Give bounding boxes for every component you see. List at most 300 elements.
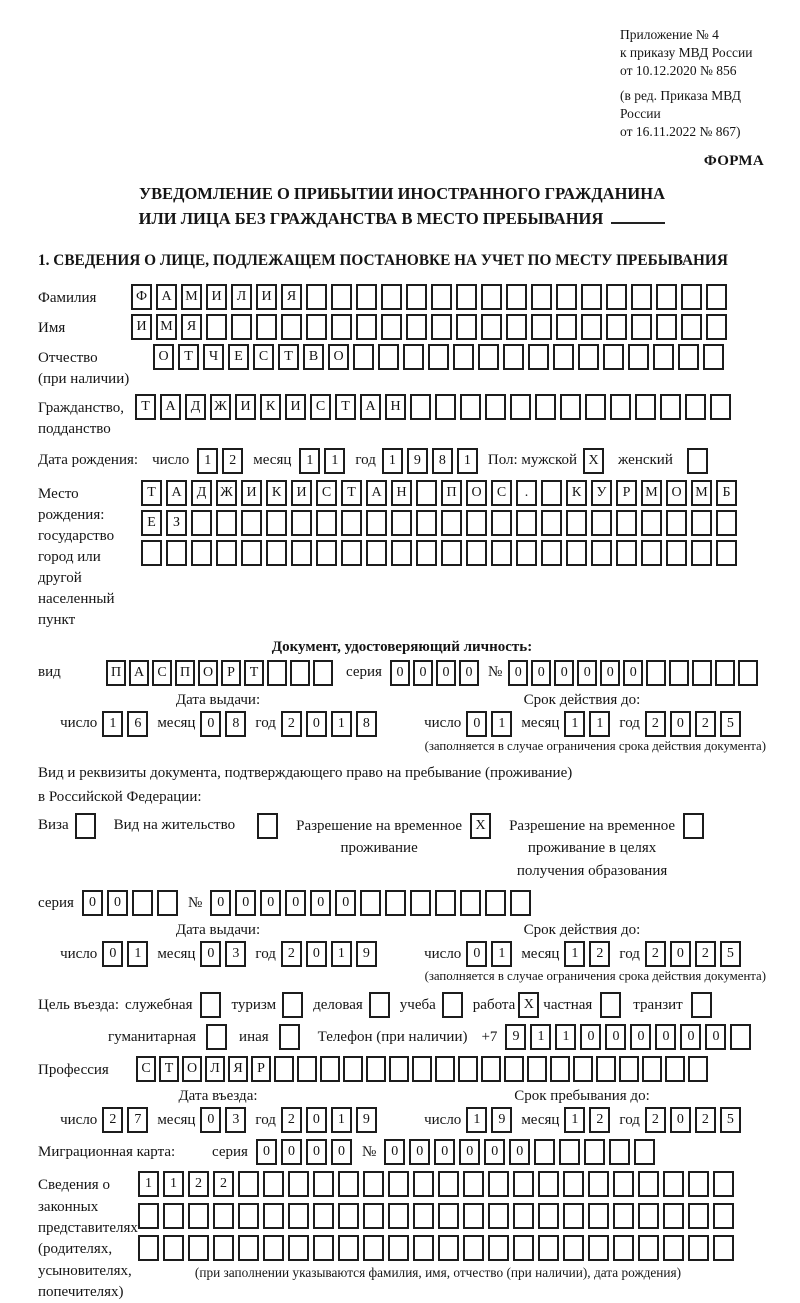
- char-cell[interactable]: [619, 1056, 639, 1082]
- char-cell[interactable]: [316, 510, 337, 536]
- char-cell[interactable]: С: [491, 480, 512, 506]
- char-cell[interactable]: [460, 890, 481, 916]
- char-cell[interactable]: И: [206, 284, 227, 310]
- char-cell[interactable]: [591, 540, 612, 566]
- char-cell[interactable]: [681, 284, 702, 310]
- char-cell[interactable]: [691, 992, 712, 1018]
- char-cell[interactable]: 0: [210, 890, 231, 916]
- char-cell[interactable]: 0: [466, 941, 487, 967]
- char-cell[interactable]: О: [182, 1056, 202, 1082]
- char-cell[interactable]: 2: [645, 941, 666, 967]
- char-cell[interactable]: А: [156, 284, 177, 310]
- char-cell[interactable]: Р: [251, 1056, 271, 1082]
- char-cell[interactable]: 0: [409, 1139, 430, 1165]
- char-cell[interactable]: [538, 1203, 559, 1229]
- char-cell[interactable]: [485, 394, 506, 420]
- char-cell[interactable]: 0: [680, 1024, 701, 1050]
- char-cell[interactable]: 1: [299, 448, 320, 474]
- char-cell[interactable]: [513, 1203, 534, 1229]
- char-cell[interactable]: [366, 510, 387, 536]
- char-cell[interactable]: З: [166, 510, 187, 536]
- char-cell[interactable]: [531, 284, 552, 310]
- char-cell[interactable]: [435, 1056, 455, 1082]
- char-cell[interactable]: [653, 344, 674, 370]
- char-cell[interactable]: [663, 1235, 684, 1261]
- char-cell[interactable]: М: [641, 480, 662, 506]
- char-cell[interactable]: 1: [138, 1171, 159, 1197]
- char-cell[interactable]: [588, 1235, 609, 1261]
- char-cell[interactable]: О: [328, 344, 349, 370]
- char-cell[interactable]: [566, 510, 587, 536]
- char-cell[interactable]: [363, 1171, 384, 1197]
- char-cell[interactable]: Ч: [203, 344, 224, 370]
- char-cell[interactable]: [688, 1171, 709, 1197]
- char-cell[interactable]: [481, 1056, 501, 1082]
- char-cell[interactable]: [538, 1171, 559, 1197]
- char-cell[interactable]: [485, 890, 506, 916]
- char-cell[interactable]: [563, 1203, 584, 1229]
- char-cell[interactable]: [438, 1171, 459, 1197]
- char-cell[interactable]: [416, 480, 437, 506]
- char-cell[interactable]: [678, 344, 699, 370]
- char-cell[interactable]: А: [166, 480, 187, 506]
- char-cell[interactable]: [541, 510, 562, 536]
- char-cell[interactable]: [290, 660, 310, 686]
- char-cell[interactable]: 0: [436, 660, 456, 686]
- char-cell[interactable]: [688, 1235, 709, 1261]
- char-cell[interactable]: [538, 1235, 559, 1261]
- char-cell[interactable]: [353, 344, 374, 370]
- char-cell[interactable]: X: [470, 813, 491, 839]
- char-cell[interactable]: [206, 1024, 227, 1050]
- char-cell[interactable]: [157, 890, 178, 916]
- char-cell[interactable]: 9: [356, 941, 377, 967]
- char-cell[interactable]: 2: [645, 711, 666, 737]
- char-cell[interactable]: 0: [630, 1024, 651, 1050]
- char-cell[interactable]: [378, 344, 399, 370]
- char-cell[interactable]: Т: [178, 344, 199, 370]
- char-cell[interactable]: [642, 1056, 662, 1082]
- char-cell[interactable]: О: [466, 480, 487, 506]
- char-cell[interactable]: О: [153, 344, 174, 370]
- char-cell[interactable]: 1: [331, 941, 352, 967]
- char-cell[interactable]: [513, 1235, 534, 1261]
- char-cell[interactable]: [416, 510, 437, 536]
- char-cell[interactable]: [279, 1024, 300, 1050]
- char-cell[interactable]: 3: [225, 1107, 246, 1133]
- char-cell[interactable]: 2: [188, 1171, 209, 1197]
- char-cell[interactable]: [581, 314, 602, 340]
- char-cell[interactable]: Д: [191, 480, 212, 506]
- char-cell[interactable]: 1: [564, 941, 585, 967]
- char-cell[interactable]: 1: [589, 711, 610, 737]
- char-cell[interactable]: [75, 813, 96, 839]
- char-cell[interactable]: [504, 1056, 524, 1082]
- char-cell[interactable]: 1: [491, 711, 512, 737]
- char-cell[interactable]: [366, 540, 387, 566]
- char-cell[interactable]: [381, 314, 402, 340]
- char-cell[interactable]: [266, 540, 287, 566]
- char-cell[interactable]: 0: [623, 660, 643, 686]
- char-cell[interactable]: 2: [695, 941, 716, 967]
- char-cell[interactable]: 1: [457, 448, 478, 474]
- char-cell[interactable]: 0: [260, 890, 281, 916]
- char-cell[interactable]: [641, 510, 662, 536]
- char-cell[interactable]: [216, 510, 237, 536]
- char-cell[interactable]: [713, 1171, 734, 1197]
- char-cell[interactable]: [416, 540, 437, 566]
- char-cell[interactable]: 0: [306, 711, 327, 737]
- char-cell[interactable]: О: [666, 480, 687, 506]
- char-cell[interactable]: [685, 394, 706, 420]
- char-cell[interactable]: [656, 284, 677, 310]
- char-cell[interactable]: [646, 660, 666, 686]
- char-cell[interactable]: [435, 394, 456, 420]
- char-cell[interactable]: [313, 1203, 334, 1229]
- char-cell[interactable]: К: [260, 394, 281, 420]
- char-cell[interactable]: [412, 1056, 432, 1082]
- char-cell[interactable]: [635, 394, 656, 420]
- char-cell[interactable]: [191, 510, 212, 536]
- char-cell[interactable]: [138, 1235, 159, 1261]
- char-cell[interactable]: [609, 1139, 630, 1165]
- char-cell[interactable]: [241, 540, 262, 566]
- char-cell[interactable]: [281, 314, 302, 340]
- char-cell[interactable]: 1: [564, 1107, 585, 1133]
- char-cell[interactable]: [274, 1056, 294, 1082]
- char-cell[interactable]: Р: [616, 480, 637, 506]
- char-cell[interactable]: [634, 1139, 655, 1165]
- char-cell[interactable]: [238, 1203, 259, 1229]
- char-cell[interactable]: И: [285, 394, 306, 420]
- char-cell[interactable]: [410, 394, 431, 420]
- char-cell[interactable]: 9: [505, 1024, 526, 1050]
- char-cell[interactable]: [241, 510, 262, 536]
- char-cell[interactable]: [343, 1056, 363, 1082]
- char-cell[interactable]: [132, 890, 153, 916]
- char-cell[interactable]: [256, 314, 277, 340]
- char-cell[interactable]: М: [691, 480, 712, 506]
- char-cell[interactable]: [506, 284, 527, 310]
- char-cell[interactable]: Я: [281, 284, 302, 310]
- char-cell[interactable]: [606, 314, 627, 340]
- char-cell[interactable]: [715, 660, 735, 686]
- char-cell[interactable]: [291, 510, 312, 536]
- char-cell[interactable]: [527, 1056, 547, 1082]
- char-cell[interactable]: [191, 540, 212, 566]
- char-cell[interactable]: .: [516, 480, 537, 506]
- char-cell[interactable]: [656, 314, 677, 340]
- char-cell[interactable]: [563, 1235, 584, 1261]
- char-cell[interactable]: [263, 1171, 284, 1197]
- char-cell[interactable]: 0: [580, 1024, 601, 1050]
- char-cell[interactable]: [456, 314, 477, 340]
- char-cell[interactable]: 7: [127, 1107, 148, 1133]
- char-cell[interactable]: [363, 1235, 384, 1261]
- char-cell[interactable]: Р: [221, 660, 241, 686]
- char-cell[interactable]: [481, 284, 502, 310]
- char-cell[interactable]: [528, 344, 549, 370]
- char-cell[interactable]: [238, 1235, 259, 1261]
- char-cell[interactable]: 0: [306, 941, 327, 967]
- char-cell[interactable]: [591, 510, 612, 536]
- char-cell[interactable]: [141, 540, 162, 566]
- char-cell[interactable]: 0: [670, 1107, 691, 1133]
- char-cell[interactable]: [550, 1056, 570, 1082]
- char-cell[interactable]: [331, 314, 352, 340]
- char-cell[interactable]: [638, 1235, 659, 1261]
- char-cell[interactable]: 0: [705, 1024, 726, 1050]
- char-cell[interactable]: [503, 344, 524, 370]
- char-cell[interactable]: [266, 510, 287, 536]
- char-cell[interactable]: 0: [82, 890, 103, 916]
- char-cell[interactable]: П: [441, 480, 462, 506]
- char-cell[interactable]: [356, 284, 377, 310]
- char-cell[interactable]: И: [291, 480, 312, 506]
- char-cell[interactable]: [478, 344, 499, 370]
- char-cell[interactable]: [338, 1235, 359, 1261]
- char-cell[interactable]: Т: [244, 660, 264, 686]
- char-cell[interactable]: [600, 992, 621, 1018]
- char-cell[interactable]: X: [518, 992, 539, 1018]
- char-cell[interactable]: [338, 1203, 359, 1229]
- char-cell[interactable]: Б: [716, 480, 737, 506]
- char-cell[interactable]: [320, 1056, 340, 1082]
- char-cell[interactable]: 0: [577, 660, 597, 686]
- char-cell[interactable]: 1: [127, 941, 148, 967]
- char-cell[interactable]: 2: [281, 711, 302, 737]
- char-cell[interactable]: Т: [341, 480, 362, 506]
- char-cell[interactable]: А: [360, 394, 381, 420]
- char-cell[interactable]: 0: [102, 941, 123, 967]
- char-cell[interactable]: [257, 813, 278, 839]
- char-cell[interactable]: [581, 284, 602, 310]
- char-cell[interactable]: 0: [200, 711, 221, 737]
- char-cell[interactable]: [406, 314, 427, 340]
- char-cell[interactable]: [341, 510, 362, 536]
- char-cell[interactable]: [638, 1171, 659, 1197]
- char-cell[interactable]: 0: [331, 1139, 352, 1165]
- char-cell[interactable]: К: [566, 480, 587, 506]
- char-cell[interactable]: Н: [385, 394, 406, 420]
- char-cell[interactable]: 0: [531, 660, 551, 686]
- char-cell[interactable]: 5: [720, 941, 741, 967]
- char-cell[interactable]: 9: [407, 448, 428, 474]
- char-cell[interactable]: И: [256, 284, 277, 310]
- char-cell[interactable]: [716, 540, 737, 566]
- char-cell[interactable]: Я: [181, 314, 202, 340]
- char-cell[interactable]: 0: [434, 1139, 455, 1165]
- char-cell[interactable]: [441, 540, 462, 566]
- char-cell[interactable]: [491, 540, 512, 566]
- char-cell[interactable]: 5: [720, 711, 741, 737]
- char-cell[interactable]: К: [266, 480, 287, 506]
- char-cell[interactable]: М: [181, 284, 202, 310]
- char-cell[interactable]: [613, 1171, 634, 1197]
- char-cell[interactable]: [200, 992, 221, 1018]
- char-cell[interactable]: [660, 394, 681, 420]
- char-cell[interactable]: [588, 1171, 609, 1197]
- char-cell[interactable]: [288, 1171, 309, 1197]
- char-cell[interactable]: 0: [384, 1139, 405, 1165]
- char-cell[interactable]: 2: [281, 941, 302, 967]
- char-cell[interactable]: 0: [670, 711, 691, 737]
- char-cell[interactable]: 2: [695, 1107, 716, 1133]
- char-cell[interactable]: [669, 660, 689, 686]
- char-cell[interactable]: [428, 344, 449, 370]
- char-cell[interactable]: [138, 1203, 159, 1229]
- char-cell[interactable]: [163, 1235, 184, 1261]
- char-cell[interactable]: В: [303, 344, 324, 370]
- char-cell[interactable]: [613, 1235, 634, 1261]
- char-cell[interactable]: [584, 1139, 605, 1165]
- char-cell[interactable]: И: [235, 394, 256, 420]
- char-cell[interactable]: 9: [356, 1107, 377, 1133]
- char-cell[interactable]: [631, 314, 652, 340]
- char-cell[interactable]: 0: [306, 1107, 327, 1133]
- char-cell[interactable]: [460, 394, 481, 420]
- char-cell[interactable]: [238, 1171, 259, 1197]
- char-cell[interactable]: [438, 1235, 459, 1261]
- char-cell[interactable]: [163, 1203, 184, 1229]
- char-cell[interactable]: [413, 1171, 434, 1197]
- char-cell[interactable]: 1: [102, 711, 123, 737]
- char-cell[interactable]: [388, 1235, 409, 1261]
- char-cell[interactable]: С: [152, 660, 172, 686]
- char-cell[interactable]: [713, 1235, 734, 1261]
- char-cell[interactable]: [691, 510, 712, 536]
- char-cell[interactable]: [534, 1139, 555, 1165]
- char-cell[interactable]: Л: [231, 284, 252, 310]
- char-cell[interactable]: [206, 314, 227, 340]
- char-cell[interactable]: [610, 394, 631, 420]
- char-cell[interactable]: [516, 510, 537, 536]
- char-cell[interactable]: [631, 284, 652, 310]
- char-cell[interactable]: Т: [135, 394, 156, 420]
- char-cell[interactable]: [488, 1235, 509, 1261]
- char-cell[interactable]: [578, 344, 599, 370]
- char-cell[interactable]: [510, 394, 531, 420]
- char-cell[interactable]: Т: [278, 344, 299, 370]
- char-cell[interactable]: 1: [466, 1107, 487, 1133]
- char-cell[interactable]: [713, 1203, 734, 1229]
- char-cell[interactable]: 0: [200, 941, 221, 967]
- char-cell[interactable]: [388, 1171, 409, 1197]
- char-cell[interactable]: 0: [306, 1139, 327, 1165]
- char-cell[interactable]: 2: [281, 1107, 302, 1133]
- char-cell[interactable]: С: [310, 394, 331, 420]
- char-cell[interactable]: [231, 314, 252, 340]
- char-cell[interactable]: 1: [331, 711, 352, 737]
- char-cell[interactable]: 1: [491, 941, 512, 967]
- char-cell[interactable]: [213, 1203, 234, 1229]
- char-cell[interactable]: [306, 284, 327, 310]
- char-cell[interactable]: X: [583, 448, 604, 474]
- char-cell[interactable]: [666, 540, 687, 566]
- char-cell[interactable]: [541, 480, 562, 506]
- char-cell[interactable]: [389, 1056, 409, 1082]
- char-cell[interactable]: [466, 510, 487, 536]
- char-cell[interactable]: [596, 1056, 616, 1082]
- char-cell[interactable]: [488, 1171, 509, 1197]
- char-cell[interactable]: [531, 314, 552, 340]
- char-cell[interactable]: [338, 1171, 359, 1197]
- char-cell[interactable]: 0: [335, 890, 356, 916]
- char-cell[interactable]: С: [253, 344, 274, 370]
- char-cell[interactable]: [683, 813, 704, 839]
- char-cell[interactable]: 2: [589, 941, 610, 967]
- char-cell[interactable]: [691, 540, 712, 566]
- char-cell[interactable]: 0: [508, 660, 528, 686]
- char-cell[interactable]: [730, 1024, 751, 1050]
- char-cell[interactable]: Ф: [131, 284, 152, 310]
- char-cell[interactable]: [710, 394, 731, 420]
- char-cell[interactable]: [556, 314, 577, 340]
- char-cell[interactable]: [560, 394, 581, 420]
- char-cell[interactable]: [566, 540, 587, 566]
- char-cell[interactable]: 0: [670, 941, 691, 967]
- char-cell[interactable]: Ж: [210, 394, 231, 420]
- char-cell[interactable]: [403, 344, 424, 370]
- char-cell[interactable]: 0: [256, 1139, 277, 1165]
- char-cell[interactable]: У: [591, 480, 612, 506]
- char-cell[interactable]: А: [160, 394, 181, 420]
- char-cell[interactable]: [481, 314, 502, 340]
- char-cell[interactable]: 2: [213, 1171, 234, 1197]
- char-cell[interactable]: Т: [141, 480, 162, 506]
- char-cell[interactable]: [613, 1203, 634, 1229]
- char-cell[interactable]: [603, 344, 624, 370]
- char-cell[interactable]: 0: [285, 890, 306, 916]
- char-cell[interactable]: 5: [720, 1107, 741, 1133]
- char-cell[interactable]: [413, 1203, 434, 1229]
- char-cell[interactable]: 0: [509, 1139, 530, 1165]
- char-cell[interactable]: 2: [695, 711, 716, 737]
- char-cell[interactable]: [616, 540, 637, 566]
- char-cell[interactable]: Е: [228, 344, 249, 370]
- char-cell[interactable]: [641, 540, 662, 566]
- char-cell[interactable]: [458, 1056, 478, 1082]
- char-cell[interactable]: 0: [605, 1024, 626, 1050]
- char-cell[interactable]: [559, 1139, 580, 1165]
- char-cell[interactable]: [616, 510, 637, 536]
- char-cell[interactable]: Ж: [216, 480, 237, 506]
- char-cell[interactable]: 1: [197, 448, 218, 474]
- char-cell[interactable]: [556, 284, 577, 310]
- char-cell[interactable]: [706, 284, 727, 310]
- char-cell[interactable]: А: [366, 480, 387, 506]
- char-cell[interactable]: [282, 992, 303, 1018]
- char-cell[interactable]: [306, 314, 327, 340]
- char-cell[interactable]: [413, 1235, 434, 1261]
- char-cell[interactable]: [410, 890, 431, 916]
- char-cell[interactable]: 0: [200, 1107, 221, 1133]
- char-cell[interactable]: [541, 540, 562, 566]
- char-cell[interactable]: [297, 1056, 317, 1082]
- char-cell[interactable]: [706, 314, 727, 340]
- char-cell[interactable]: [341, 540, 362, 566]
- char-cell[interactable]: [431, 284, 452, 310]
- char-cell[interactable]: [331, 284, 352, 310]
- char-cell[interactable]: [588, 1203, 609, 1229]
- char-cell[interactable]: [388, 1203, 409, 1229]
- char-cell[interactable]: 1: [163, 1171, 184, 1197]
- char-cell[interactable]: [665, 1056, 685, 1082]
- char-cell[interactable]: [391, 540, 412, 566]
- char-cell[interactable]: [488, 1203, 509, 1229]
- char-cell[interactable]: [438, 1203, 459, 1229]
- char-cell[interactable]: [366, 1056, 386, 1082]
